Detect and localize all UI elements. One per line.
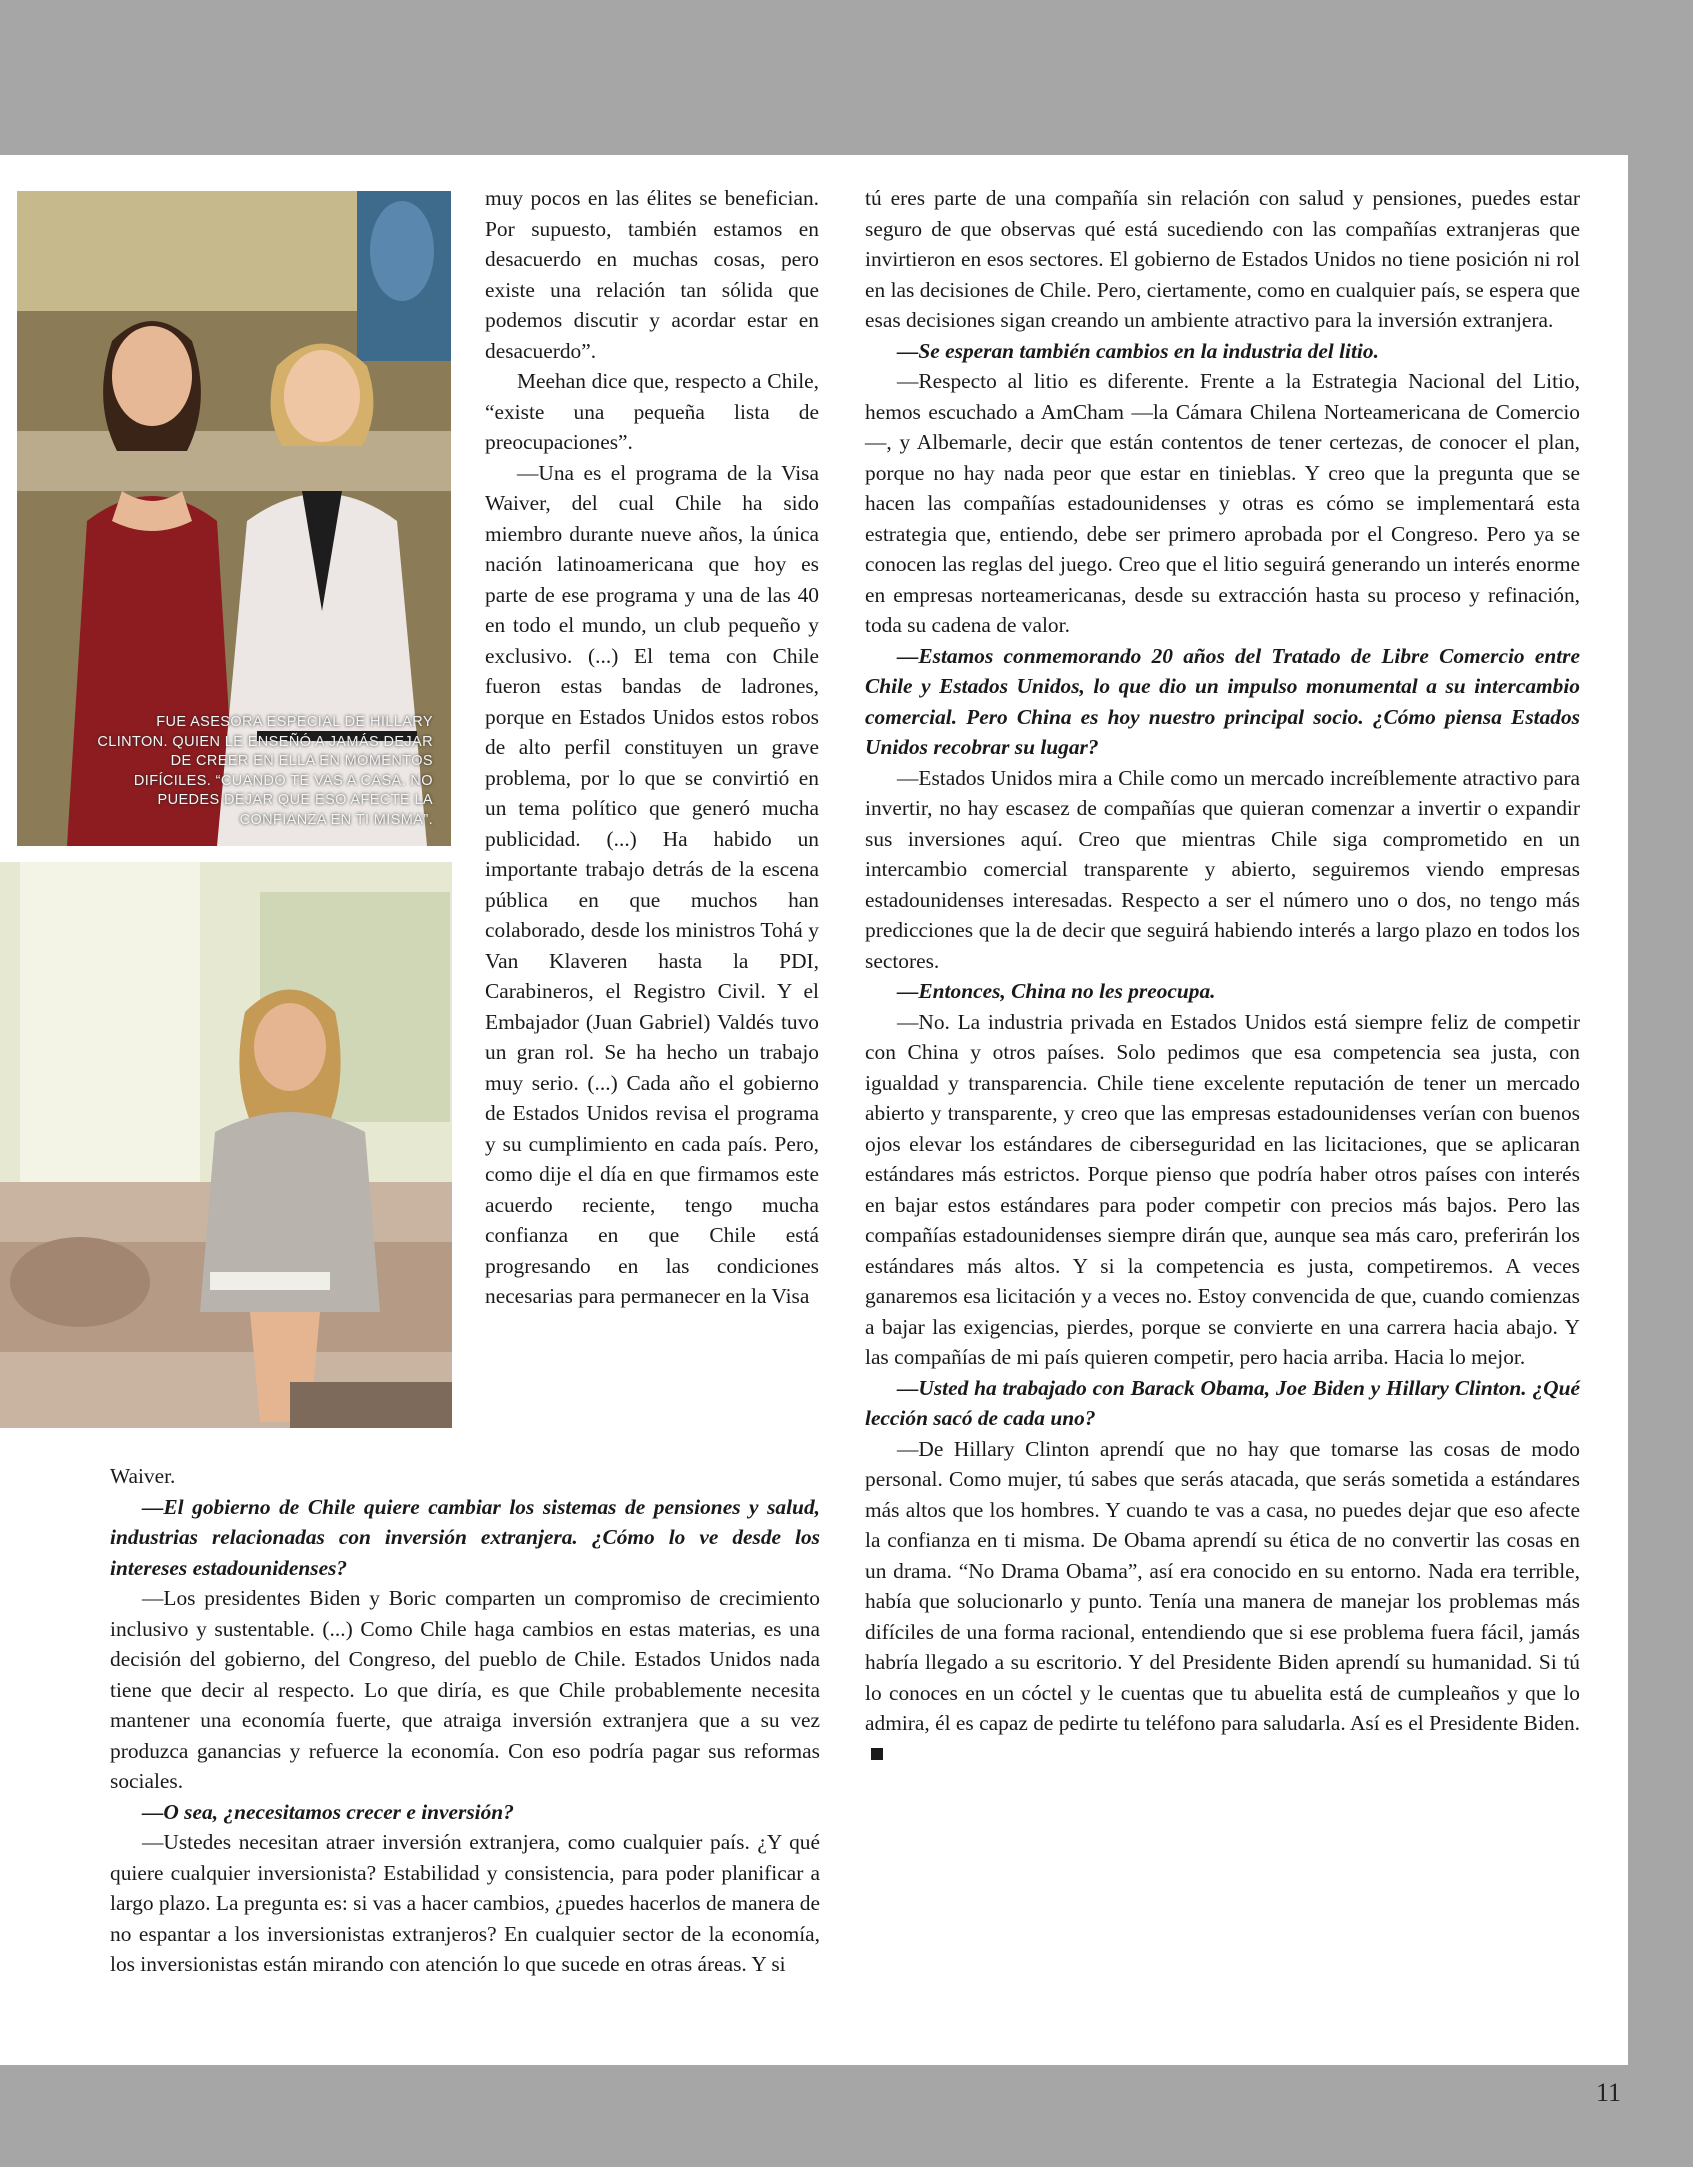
interview-question: —Usted ha trabajado con Barack Obama, Joe Biden y Hillary Clinton. ¿Qué lección sacó de cada uno? (865, 1375, 1580, 1430)
paragraph: muy pocos en las élites se benefician. Por supuesto, también estamos en desacuerdo en muchas cosas, pero existe una relación tan sólida que podemos discutir y acordar estar en desacuerdo”. (485, 186, 819, 363)
photo-woman-on-sofa-illustration (0, 862, 452, 1428)
final-answer-text: —De Hillary Clinton aprendí que no hay que tomarse las cosas de modo personal. Como mujer, tú sabes que serás atacada, que serás sometida a estándares más altos que los hombres. Y cuando te vas a casa, no puedes dejar que eso afecte la confianza en ti misma. De Obama aprendí su ética de no convertir las cosas en un drama. “No Drama Obama”, así era conocido en su entorno. Nada era terrible, había que solucionarlo y punto. Tenía una manera de manejar los problemas más difíciles de una forma racional, entendiendo que si ese problema fuera fácil, jamás habría llegado a su escritorio. Y del Presidente Biden aprendí su humanidad. Si tú lo conoces en un cóctel y le cuentas que tu abuelita está de cumpleaños y que lo admira, él es capaz de pedirte tu teléfono para saludarla. Así es el Presidente Biden. (865, 1436, 1580, 1735)
interview-question: —El gobierno de Chile quiere cambiar los sistemas de pensiones y salud, industrias relacionadas con inversión extranjera. ¿Cómo lo ve desde los intereses estadounidenses? (110, 1494, 820, 1580)
interview-answer: —Ustedes necesitan atraer inversión extranjera, como cualquier país. ¿Y qué quiere cualquier inversionista? Estabilidad y consistencia, para poder planificar a largo plazo. La pregunta es: si vas a hacer cambios, ¿puedes hacerlos de manera de no espantar a los inversionistas extranjeros? En cualquier sector de la economía, los inversionistas están mirando con atención lo que sucede en otras áreas. Y si (110, 1830, 820, 1976)
interview-answer: —Respecto al litio es diferente. Frente a la Estrategia Nacional del Litio, hemos escuchado a AmCham —la Cámara Chilena Norteamericana de Comercio—, y Albemarle, decir que están contentos de tener certezas, de conocer el plan, porque no hay nada peor que estar en tinieblas. Y creo que la pregunta que se hacen las compañías estadounidenses y otras es cómo se implementará esta estrategia que, entiendo, debe ser primero aprobada por el Congreso. Pero ya se conocen las reglas del juego. Creo que el litio seguirá generando un interés enorme en empresas norteamericanas, desde su extracción hasta su proceso y refinación, toda su cadena de valor. (865, 369, 1580, 637)
paragraph: tú eres parte de una compañía sin relación con salud y pensiones, puedes estar seguro de que observas qué está sucediendo con las compañías extranjeras que invirtieron en esos sectores. El gobierno de Estados Unidos no tiene posición ni rol en las decisiones de Chile. Pero, ciertamente, como en cualquier país, se espera que esas decisiones sigan creando un ambiente atractivo para la inversión extranjera. (865, 186, 1580, 332)
magazine-page (0, 155, 1628, 2065)
interview-question: —Estamos conmemorando 20 años del Tratado de Libre Comercio entre Chile y Estados Unidos, lo que dio un impulso monumental a su intercambio comercial. Pero China es hoy nuestro principal socio. ¿Cómo piensa Estados Unidos recobrar su lugar? (865, 643, 1580, 759)
article-column-middle (485, 183, 819, 1312)
photo-two-women (17, 191, 451, 846)
end-of-article-mark (871, 1748, 883, 1760)
photo-woman-on-sofa (0, 862, 452, 1428)
interview-answer-final (865, 1434, 1580, 1770)
interview-answer: —Estados Unidos mira a Chile como un mercado increíblemente atractivo para invertir, no hay escasez de compañías que quieran comenzar a invertir o expandir sus inversiones aquí. Creo que mientras Chile siga comprometido en un intercambio comercial transparente y abierto, seguiremos viendo empresas estadounidenses interesadas. Respecto a ser el número uno o dos, no tengo más predicciones que la de decir que seguirá habiendo interés a largo plazo en todos los sectores. (865, 765, 1580, 973)
article-column-bottom (110, 1461, 820, 1980)
interview-question: —Se esperan también cambios en la industria del litio. (897, 338, 1379, 363)
article-column-right (865, 183, 1580, 1769)
page-number: 11 (1595, 2078, 1621, 2107)
interview-answer: —No. La industria privada en Estados Unidos está siempre feliz de competir con China y otros países. Solo pedimos que esa competencia sea justa, con igualdad y transparencia. Chile tiene excelente reputación de tener un mercado abierto y transparente, y creo que las empresas estadounidenses verían con buenos ojos elevar los estándares de ciberseguridad en las licitaciones, que se aplicaran estándares más estrictos. Porque pienso que podría haber otros países con interés en bajar estos estándares para poder competir con precios más bajos. Pero las compañías estadounidenses siempre dirán que, aunque sea más caro, preferirán los estándares más altos. Y si la competencia es justa, competiremos. A veces ganaremos esa licitación y a veces no. Estoy convencida de que, cuando comienzas a bajar las exigencias, pierdes, porque se convierte en una carrera hacia abajo. Y las compañías de mi país quieren competir, pero hacia arriba. Hacia lo mejor. (865, 1009, 1580, 1369)
paragraph: Waiver. (110, 1464, 176, 1488)
paragraph: —Una es el programa de la Visa Waiver, del cual Chile ha sido miembro durante nueve años, la única nación latinoamericana que hoy es parte de ese programa y una de las 40 en todo el mundo, un club pequeño y exclusivo. (...) El tema con Chile fueron estas bandas de ladrones, porque en Estados Unidos estos robos de alto perfil constituyen un grave problema, por lo que se convirtió en un tema político que generó mucha publicidad. (...) Ha habido un importante trabajo detrás de la escena pública en que muchos han colaborado, desde los ministros Tohá y Van Klaveren hasta la PDI, Carabineros, el Registro Civil. Y el Embajador (Juan Gabriel) Valdés tuvo un gran rol. Se ha hecho un trabajo muy serio. (...) Cada año el gobierno de Estados Unidos revisa el programa y su cumplimiento en cada país. Pero, como dije el día en que firmamos este acuerdo reciente, tengo mucha confianza en que Chile está progresando en las condiciones necesarias para permanecer en la Visa (485, 460, 819, 1308)
paragraph: Meehan dice que, respecto a Chile, “existe una pequeña lista de preocupaciones”. (485, 369, 819, 454)
interview-question: —O sea, ¿necesitamos crecer e inversión? (142, 1799, 514, 1824)
interview-answer: —Los presidentes Biden y Boric comparten un compromiso de crecimiento inclusivo y sustentable. (...) Como Chile haga cambios en estas materias, es una decisión del gobierno, del Congreso, del pueblo de Chile. Estados Unidos nada tiene que decir al respecto. Lo que diría, es que Chile probablemente necesita mantener una economía fuerte, que atraiga inversión extranjera que a su vez produzca ganancias y refuerce la economía. Con eso podría pagar sus reformas sociales. (110, 1586, 820, 1793)
interview-question: —Entonces, China no les preocupa. (897, 979, 1216, 1003)
photo-caption: FUE ASESORA ESPECIAL DE HILLARY CLINTON. QUIEN LE ENSEÑÓ A JAMÁS DEJAR DE CREER EN ELLA EN MOMENTOS DIFÍCILES. “CUANDO TE VAS A CASA. NO PUEDES DEJAR QUE ESO AFECTE LA CONFIANZA EN TI MISMA”. (97, 714, 433, 828)
